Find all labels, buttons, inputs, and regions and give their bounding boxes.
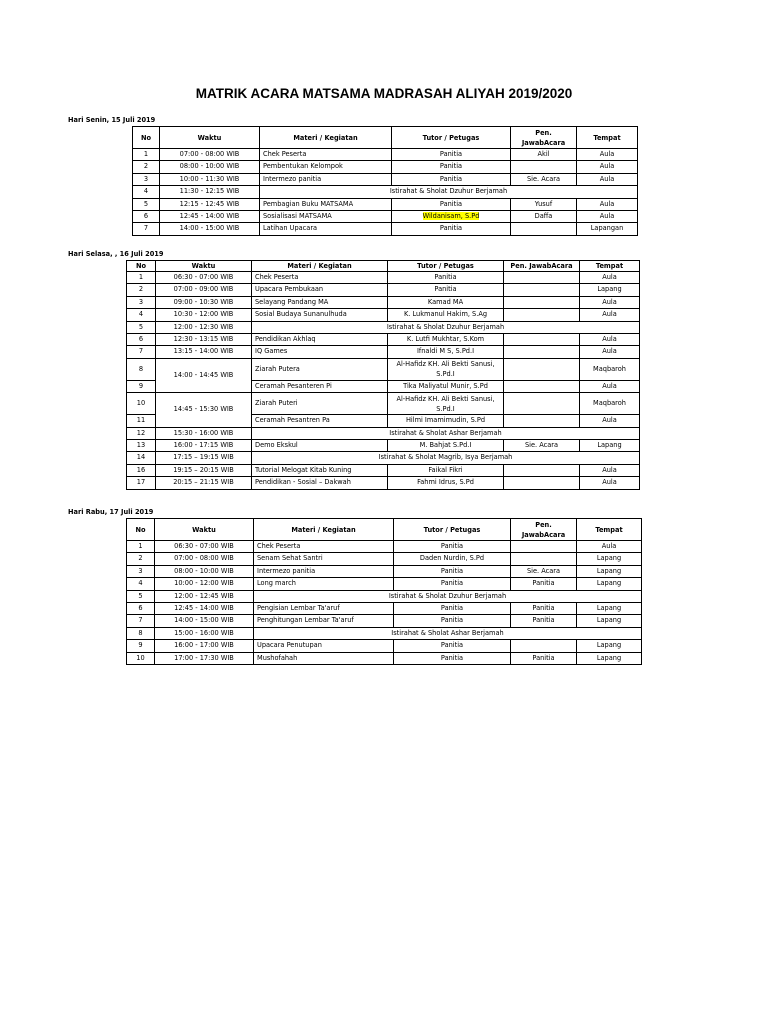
cell-tempat: Lapang: [577, 565, 642, 577]
cell-tutor: [392, 211, 511, 223]
table-row: [127, 309, 640, 321]
cell-materi: Chek Peserta: [260, 149, 392, 161]
cell-pen: [504, 284, 580, 296]
cell-waktu: 16:00 - 17:00 WIB: [155, 640, 254, 652]
cell-materi: Pembagian Buku MATSAMA: [260, 198, 392, 210]
cell-tutor: Panitia: [388, 284, 504, 296]
table-row-break: [133, 186, 638, 198]
table-row-break: [127, 627, 642, 639]
cell-no: 16: [127, 464, 156, 476]
cell-no: 7: [127, 346, 156, 358]
cell-no: 6: [127, 334, 156, 346]
cell-materi: Ceramah Pesanteren Pi: [252, 380, 388, 392]
cell-tutor: K. Lukmanul Hakim, S.Ag: [388, 309, 504, 321]
cell-no: 6: [127, 603, 155, 615]
cell-pen: Panitia: [511, 603, 577, 615]
header-tutor: Tutor / Petugas: [392, 127, 511, 149]
cell-no: 4: [127, 309, 156, 321]
cell-pen: Panitia: [511, 652, 577, 664]
cell-pen: [504, 358, 580, 380]
schedule-table-senin: [132, 126, 638, 236]
cell-tutor: Kamad MA: [388, 296, 504, 308]
header-no: No: [127, 519, 155, 541]
cell-pen: [504, 309, 580, 321]
table-row-break: [127, 427, 640, 439]
cell-waktu: 16:00 - 17:15 WIB: [156, 440, 252, 452]
cell-tempat: Maqbaroh: [580, 393, 640, 415]
cell-no: 8: [127, 358, 156, 380]
cell-pen: [511, 161, 577, 173]
cell-waktu: 14:00 - 15:00 WIB: [155, 615, 254, 627]
cell-materi: Chek Peserta: [252, 272, 388, 284]
cell-tempat: Aula: [580, 296, 640, 308]
cell-tutor: Ifnaldi M S, S.Pd.I: [388, 346, 504, 358]
header-materi: Materi / Kegiatan: [260, 127, 392, 149]
cell-tutor: Panitia: [388, 272, 504, 284]
cell-tempat: Aula: [580, 334, 640, 346]
cell-tempat: Aula: [580, 346, 640, 358]
cell-no: 14: [127, 452, 156, 464]
cell-pen: Akil: [511, 149, 577, 161]
cell-materi: IQ Games: [252, 346, 388, 358]
cell-tempat: Lapang: [577, 578, 642, 590]
cell-tutor: K. Lutfi Mukhtar, S.Kom: [388, 334, 504, 346]
cell-tempat: Lapang: [577, 553, 642, 565]
cell-materi: Ziarah Puteri: [252, 393, 388, 415]
header-tutor: Tutor / Petugas: [388, 261, 504, 272]
day-label-senin: Hari Senin, 15 Juli 2019: [68, 116, 156, 124]
cell-waktu: 15:30 - 16:00 WIB: [156, 427, 252, 439]
day-label-selasa: Hari Selasa, , 16 Juli 2019: [68, 250, 164, 258]
table-row: [133, 173, 638, 185]
cell-waktu: 11:30 - 12:15 WIB: [160, 186, 260, 198]
cell-materi: Tutorial Melogat Kitab Kuning: [252, 464, 388, 476]
cell-waktu: 10:30 - 12:00 WIB: [156, 309, 252, 321]
cell-waktu: 07:00 - 08:00 WIB: [155, 553, 254, 565]
header-no: No: [127, 261, 156, 272]
cell-no: 1: [127, 541, 155, 553]
cell-materi: Pendidikan - Sosial – Dakwah: [252, 477, 388, 489]
table-row: [133, 223, 638, 235]
cell-pen: [504, 393, 580, 415]
cell-materi: Penghitungan Lembar Ta'aruf: [254, 615, 394, 627]
cell-pen: Sie. Acara: [511, 173, 577, 185]
table-row: [133, 161, 638, 173]
cell-waktu: 15:00 - 16:00 WIB: [155, 627, 254, 639]
cell-tutor: Panitia: [392, 173, 511, 185]
day-label-rabu: Hari Rabu, 17 Juli 2019: [68, 508, 154, 516]
cell-tutor: M. Bahjat S.Pd.I: [388, 440, 504, 452]
table-row: [127, 565, 642, 577]
cell-waktu: 09:00 - 10:30 WIB: [156, 296, 252, 308]
cell-pen: Daffa: [511, 211, 577, 223]
table-row: [127, 284, 640, 296]
cell-tempat: Lapang: [577, 652, 642, 664]
table-row: [127, 296, 640, 308]
cell-materi: Upacara Pembukaan: [252, 284, 388, 296]
table-row: [133, 211, 638, 223]
header-no: No: [133, 127, 160, 149]
cell-tutor: Panitia: [394, 652, 511, 664]
cell-tempat: Lapang: [577, 640, 642, 652]
cell-materi: Ziarah Putera: [252, 358, 388, 380]
cell-materi: Demo Ekskul: [252, 440, 388, 452]
table-row: [133, 198, 638, 210]
cell-no: 5: [133, 198, 160, 210]
cell-tempat: Aula: [577, 541, 642, 553]
cell-waktu: 13:15 - 14:00 WIB: [156, 346, 252, 358]
cell-waktu: 14:45 - 15:30 WIB: [156, 393, 252, 427]
cell-tutor: Fahmi Idrus, S.Pd: [388, 477, 504, 489]
table-row: [127, 553, 642, 565]
cell-waktu: 17:00 - 17:30 WIB: [155, 652, 254, 664]
cell-tutor: Panitia: [392, 198, 511, 210]
cell-tempat: Aula: [580, 415, 640, 427]
cell-tempat: Aula: [580, 272, 640, 284]
cell-no: 7: [133, 223, 160, 235]
schedule-table-rabu: [126, 518, 642, 665]
cell-tempat: Maqbaroh: [580, 358, 640, 380]
cell-no: 9: [127, 380, 156, 392]
cell-waktu: 19:15 – 20:15 WIB: [156, 464, 252, 476]
header-pen: Pen. JawabAcara: [504, 261, 580, 272]
highlighted-tutor: Wildanisam, S.Pd: [422, 212, 480, 221]
cell-tutor: Panitia: [394, 603, 511, 615]
table-row-break: [127, 321, 640, 333]
cell-materi: Pembentukan Kelompok: [260, 161, 392, 173]
cell-pen: [511, 640, 577, 652]
cell-tutor: Al-Hafidz KH. Ali Bekti Sanusi, S.Pd.I: [388, 358, 504, 380]
header-waktu: Waktu: [155, 519, 254, 541]
cell-waktu: 08:00 - 10:00 WIB: [160, 161, 260, 173]
cell-waktu: 12:00 - 12:30 WIB: [156, 321, 252, 333]
cell-materi: Intermezo panitia: [260, 173, 392, 185]
cell-tempat: Lapang: [577, 603, 642, 615]
cell-no: 9: [127, 640, 155, 652]
cell-break: Istirahat & Sholat Ashar Berjamah: [254, 627, 642, 639]
cell-break: Istirahat & Sholat Magrib, Isya Berjamah: [252, 452, 640, 464]
header-pen: Pen. JawabAcara: [511, 127, 577, 149]
table-row: [133, 149, 638, 161]
cell-tempat: Lapangan: [577, 223, 638, 235]
table-row: [127, 346, 640, 358]
cell-break: Istirahat & Sholat Ashar Berjamah: [252, 427, 640, 439]
cell-pen: [504, 272, 580, 284]
cell-pen: [511, 223, 577, 235]
cell-waktu: 17:15 – 19:15 WIB: [156, 452, 252, 464]
cell-tempat: Lapang: [577, 615, 642, 627]
table-header-row: [133, 127, 638, 149]
cell-tempat: Aula: [577, 173, 638, 185]
cell-no: 10: [127, 652, 155, 664]
table-row: [127, 272, 640, 284]
cell-waktu: 20:15 – 21:15 WIB: [156, 477, 252, 489]
header-tempat: Tempat: [577, 519, 642, 541]
cell-tutor: Panitia: [394, 615, 511, 627]
cell-pen: [504, 380, 580, 392]
cell-pen: [511, 541, 577, 553]
cell-tutor: Panitia: [392, 149, 511, 161]
cell-no: 2: [127, 553, 155, 565]
cell-pen: [504, 296, 580, 308]
cell-tutor: Panitia: [394, 565, 511, 577]
table-row: [127, 603, 642, 615]
cell-waktu: 06:30 - 07:00 WIB: [156, 272, 252, 284]
cell-pen: [511, 553, 577, 565]
cell-waktu: 12:45 - 14:00 WIB: [155, 603, 254, 615]
cell-tempat: Lapang: [580, 284, 640, 296]
cell-materi: Chek Peserta: [254, 541, 394, 553]
header-waktu: Waktu: [160, 127, 260, 149]
cell-pen: Panitia: [511, 578, 577, 590]
cell-tempat: Aula: [577, 149, 638, 161]
cell-materi: Pendidikan Akhlaq: [252, 334, 388, 346]
cell-no: 12: [127, 427, 156, 439]
cell-waktu: 14:00 - 14:45 WIB: [156, 358, 252, 392]
cell-tempat: Aula: [577, 161, 638, 173]
cell-materi: Pengisian Lembar Ta'aruf: [254, 603, 394, 615]
cell-tempat: Lapang: [580, 440, 640, 452]
cell-pen: [504, 415, 580, 427]
schedule-table-selasa: [126, 260, 640, 490]
table-row: [127, 640, 642, 652]
cell-no: 1: [133, 149, 160, 161]
cell-no: 4: [133, 186, 160, 198]
cell-waktu: 10:00 - 11:30 WIB: [160, 173, 260, 185]
cell-no: 6: [133, 211, 160, 223]
cell-no: 5: [127, 590, 155, 602]
cell-pen: [504, 464, 580, 476]
table-row: [127, 615, 642, 627]
cell-no: 1: [127, 272, 156, 284]
table-row: [127, 578, 642, 590]
cell-no: 5: [127, 321, 156, 333]
cell-materi: Latihan Upacara: [260, 223, 392, 235]
table-row-break: [127, 452, 640, 464]
cell-tempat: Aula: [577, 198, 638, 210]
cell-materi: Selayang Pandang MA: [252, 296, 388, 308]
cell-waktu: 12:30 - 13:15 WIB: [156, 334, 252, 346]
table-header-row: [127, 519, 642, 541]
cell-materi: Sosialisasi MATSAMA: [260, 211, 392, 223]
cell-materi: Ceramah Pesantren Pa: [252, 415, 388, 427]
table-row: [127, 541, 642, 553]
cell-tempat: Aula: [580, 477, 640, 489]
cell-materi: Intermezo panitia: [254, 565, 394, 577]
cell-tutor: Panitia: [392, 223, 511, 235]
table-row: [127, 334, 640, 346]
cell-break: Istirahat & Sholat Dzuhur Berjamah: [252, 321, 640, 333]
cell-break: Istirahat & Sholat Dzuhur Berjamah: [254, 590, 642, 602]
cell-materi: Long march: [254, 578, 394, 590]
page-title: MATRIK ACARA MATSAMA MADRASAH ALIYAH 2019/2020: [195, 86, 573, 101]
cell-tutor: Panitia: [392, 161, 511, 173]
table-row: [127, 440, 640, 452]
cell-tutor: Panitia: [394, 578, 511, 590]
cell-pen: [504, 477, 580, 489]
cell-tutor: Daden Nurdin, S.Pd: [394, 553, 511, 565]
cell-waktu: 07:00 - 08:00 WIB: [160, 149, 260, 161]
cell-no: 13: [127, 440, 156, 452]
cell-no: 2: [133, 161, 160, 173]
header-pen: Pen. JawabAcara: [511, 519, 577, 541]
cell-no: 2: [127, 284, 156, 296]
cell-pen: Yusuf: [511, 198, 577, 210]
table-row: [127, 652, 642, 664]
header-materi: Materi / Kegiatan: [254, 519, 394, 541]
header-materi: Materi / Kegiatan: [252, 261, 388, 272]
table-row-break: [127, 590, 642, 602]
cell-no: 3: [127, 565, 155, 577]
table-header-row: [127, 261, 640, 272]
cell-no: 10: [127, 393, 156, 415]
cell-no: 7: [127, 615, 155, 627]
cell-pen: Panitia: [511, 615, 577, 627]
cell-no: 17: [127, 477, 156, 489]
header-tempat: Tempat: [580, 261, 640, 272]
cell-tutor: Hilmi Imamimudin, S.Pd: [388, 415, 504, 427]
cell-no: 8: [127, 627, 155, 639]
table-row: [127, 393, 640, 415]
table-row: [127, 477, 640, 489]
cell-tutor: Tika Maliyatul Munir, S.Pd: [388, 380, 504, 392]
cell-materi: Sosial Budaya Sunanulhuda: [252, 309, 388, 321]
cell-waktu: 12:45 - 14:00 WIB: [160, 211, 260, 223]
cell-break: Istirahat & Sholat Dzuhur Berjamah: [260, 186, 638, 198]
cell-no: 3: [133, 173, 160, 185]
cell-materi: Mushofahah: [254, 652, 394, 664]
header-tempat: Tempat: [577, 127, 638, 149]
table-row: [127, 358, 640, 380]
cell-waktu: 07:00 - 09:00 WIB: [156, 284, 252, 296]
cell-tempat: Aula: [580, 464, 640, 476]
cell-tutor: Faikal Fikri: [388, 464, 504, 476]
cell-waktu: 08:00 - 10:00 WIB: [155, 565, 254, 577]
table-row: [127, 464, 640, 476]
cell-tutor: Panitia: [394, 541, 511, 553]
header-waktu: Waktu: [156, 261, 252, 272]
cell-materi: Upacara Penutupan: [254, 640, 394, 652]
cell-waktu: 06:30 - 07:00 WIB: [155, 541, 254, 553]
cell-pen: Sie. Acara: [504, 440, 580, 452]
cell-waktu: 10:00 - 12:00 WIB: [155, 578, 254, 590]
cell-no: 11: [127, 415, 156, 427]
cell-tempat: Aula: [580, 380, 640, 392]
cell-tempat: Aula: [580, 309, 640, 321]
cell-tempat: Aula: [577, 211, 638, 223]
cell-waktu: 12:15 - 12:45 WIB: [160, 198, 260, 210]
header-tutor: Tutor / Petugas: [394, 519, 511, 541]
cell-waktu: 14:00 - 15:00 WIB: [160, 223, 260, 235]
cell-tutor: Panitia: [394, 640, 511, 652]
cell-materi: Senam Sehat Santri: [254, 553, 394, 565]
cell-waktu: 12:00 - 12:45 WIB: [155, 590, 254, 602]
cell-no: 4: [127, 578, 155, 590]
cell-no: 3: [127, 296, 156, 308]
cell-pen: Sie. Acara: [511, 565, 577, 577]
cell-tutor: Al-Hafidz KH. Ali Bekti Sanusi, S.Pd.I: [388, 393, 504, 415]
cell-pen: [504, 334, 580, 346]
cell-pen: [504, 346, 580, 358]
